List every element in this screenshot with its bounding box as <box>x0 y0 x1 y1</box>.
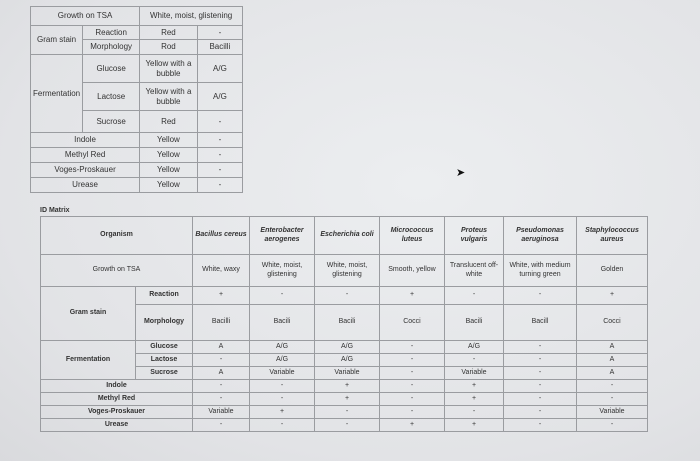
matrix-cell: - <box>577 393 648 406</box>
glucose-extra: A/G <box>197 55 242 83</box>
organism-header: Micrococcus luteus <box>380 217 445 255</box>
matrix-cell: A/G <box>315 354 380 367</box>
organism-header: Bacillus cereus <box>193 217 250 255</box>
matrix-cell: White, moist, glistening <box>250 255 315 287</box>
matrix-cell: A/G <box>250 341 315 354</box>
lactose-label: Lactose <box>83 83 140 111</box>
growth-on-tsa-label: Growth on TSA <box>41 255 193 287</box>
matrix-cell: Bacili <box>250 305 315 341</box>
matrix-cell: - <box>577 380 648 393</box>
matrix-cell: - <box>380 380 445 393</box>
matrix-cell: - <box>250 287 315 305</box>
indole-value: Yellow <box>140 133 198 148</box>
matrix-cell: White, with medium turning green <box>504 255 577 287</box>
urease-extra: - <box>197 178 242 193</box>
indole-label: Indole <box>41 380 193 393</box>
organism-header: Escherichia coli <box>315 217 380 255</box>
growth-on-tsa-label: Growth on TSA <box>31 7 140 26</box>
matrix-cell: + <box>445 393 504 406</box>
indole-extra: - <box>197 133 242 148</box>
matrix-cell: Smooth, yellow <box>380 255 445 287</box>
organism-header: Enterobacter aerogenes <box>250 217 315 255</box>
matrix-cell: + <box>315 380 380 393</box>
gram-stain-label: Gram stain <box>41 287 136 341</box>
matrix-cell: - <box>504 354 577 367</box>
matrix-cell: + <box>445 380 504 393</box>
matrix-cell: A/G <box>250 354 315 367</box>
sucrose-value: Red <box>140 111 198 133</box>
matrix-cell: - <box>504 393 577 406</box>
matrix-cell: Bacilli <box>193 305 250 341</box>
morphology-label: Morphology <box>83 40 140 55</box>
matrix-cell: A <box>577 367 648 380</box>
matrix-cell: + <box>445 419 504 432</box>
mouse-cursor-icon: ➤ <box>456 167 466 179</box>
matrix-cell: White, moist, glistening <box>315 255 380 287</box>
urease-label: Urease <box>41 419 193 432</box>
reaction-value: Red <box>140 26 198 40</box>
matrix-cell: - <box>504 367 577 380</box>
id-matrix-table <box>40 216 648 432</box>
matrix-cell: White, waxy <box>193 255 250 287</box>
morphology-value: Rod <box>140 40 198 55</box>
gram-stain-label: Gram stain <box>31 26 83 55</box>
matrix-cell: Translucent off-white <box>445 255 504 287</box>
matrix-cell: A <box>193 341 250 354</box>
vp-label: Voges-Proskauer <box>31 163 140 178</box>
matrix-cell: - <box>315 287 380 305</box>
matrix-cell: - <box>504 419 577 432</box>
matrix-cell: Golden <box>577 255 648 287</box>
matrix-cell: - <box>445 354 504 367</box>
reaction-label: Reaction <box>83 26 140 40</box>
urease-label: Urease <box>31 178 140 193</box>
matrix-cell: - <box>445 287 504 305</box>
matrix-cell: - <box>504 287 577 305</box>
vp-value: Yellow <box>140 163 198 178</box>
matrix-cell: + <box>250 406 315 419</box>
matrix-cell: - <box>193 354 250 367</box>
matrix-cell: - <box>504 341 577 354</box>
glucose-label: Glucose <box>136 341 193 354</box>
sucrose-label: Sucrose <box>83 111 140 133</box>
organism-header: Pseudomonas aeruginosa <box>504 217 577 255</box>
matrix-cell: A <box>193 367 250 380</box>
matrix-cell: Bacill <box>504 305 577 341</box>
organism-header: Staphylococcus aureus <box>577 217 648 255</box>
organism-header: Proteus vulgaris <box>445 217 504 255</box>
id-matrix-label: ID Matrix <box>40 207 70 214</box>
matrix-cell: + <box>577 287 648 305</box>
matrix-cell: - <box>250 419 315 432</box>
matrix-cell: + <box>193 287 250 305</box>
matrix-cell: - <box>193 380 250 393</box>
lactose-value: Yellow with a bubble <box>140 83 198 111</box>
sucrose-extra: - <box>197 111 242 133</box>
matrix-cell: + <box>380 287 445 305</box>
vp-extra: - <box>197 163 242 178</box>
growth-on-tsa-value: White, moist, glistening <box>140 7 243 26</box>
matrix-cell: - <box>315 419 380 432</box>
indole-label: Indole <box>31 133 140 148</box>
reaction-extra: - <box>197 26 242 40</box>
matrix-cell: - <box>504 406 577 419</box>
urease-value: Yellow <box>140 178 198 193</box>
matrix-cell: A <box>577 354 648 367</box>
matrix-cell: - <box>315 406 380 419</box>
matrix-cell: A/G <box>315 341 380 354</box>
lactose-label: Lactose <box>136 354 193 367</box>
glucose-label: Glucose <box>83 55 140 83</box>
matrix-cell: - <box>380 354 445 367</box>
morphology-label: Morphology <box>136 305 193 341</box>
matrix-cell: - <box>250 393 315 406</box>
methyl-red-label: Methyl Red <box>31 148 140 163</box>
matrix-cell: Bacili <box>445 305 504 341</box>
matrix-cell: Variable <box>250 367 315 380</box>
matrix-cell: + <box>380 419 445 432</box>
matrix-cell: Cocci <box>577 305 648 341</box>
matrix-cell: - <box>380 406 445 419</box>
matrix-cell: - <box>380 393 445 406</box>
matrix-cell: Variable <box>577 406 648 419</box>
methyl-red-extra: - <box>197 148 242 163</box>
methyl-red-label: Methyl Red <box>41 393 193 406</box>
matrix-cell: - <box>504 380 577 393</box>
fermentation-label: Fermentation <box>31 55 83 133</box>
lactose-extra: A/G <box>197 83 242 111</box>
matrix-cell: - <box>193 419 250 432</box>
sucrose-label: Sucrose <box>136 367 193 380</box>
matrix-cell: - <box>250 380 315 393</box>
matrix-cell: - <box>380 341 445 354</box>
morphology-extra: Bacilli <box>197 40 242 55</box>
matrix-cell: Variable <box>193 406 250 419</box>
fermentation-label: Fermentation <box>41 341 136 380</box>
matrix-cell: - <box>445 406 504 419</box>
matrix-cell: + <box>315 393 380 406</box>
organism-label: Organism <box>41 217 193 255</box>
matrix-cell: Variable <box>315 367 380 380</box>
matrix-cell: A <box>577 341 648 354</box>
matrix-cell: A/G <box>445 341 504 354</box>
matrix-cell: Bacili <box>315 305 380 341</box>
methyl-red-value: Yellow <box>140 148 198 163</box>
results-table <box>30 6 243 193</box>
vp-label: Voges-Proskauer <box>41 406 193 419</box>
glucose-value: Yellow with a bubble <box>140 55 198 83</box>
matrix-cell: - <box>577 419 648 432</box>
matrix-cell: - <box>380 367 445 380</box>
matrix-cell: - <box>193 393 250 406</box>
reaction-label: Reaction <box>136 287 193 305</box>
matrix-cell: Variable <box>445 367 504 380</box>
matrix-cell: Cocci <box>380 305 445 341</box>
